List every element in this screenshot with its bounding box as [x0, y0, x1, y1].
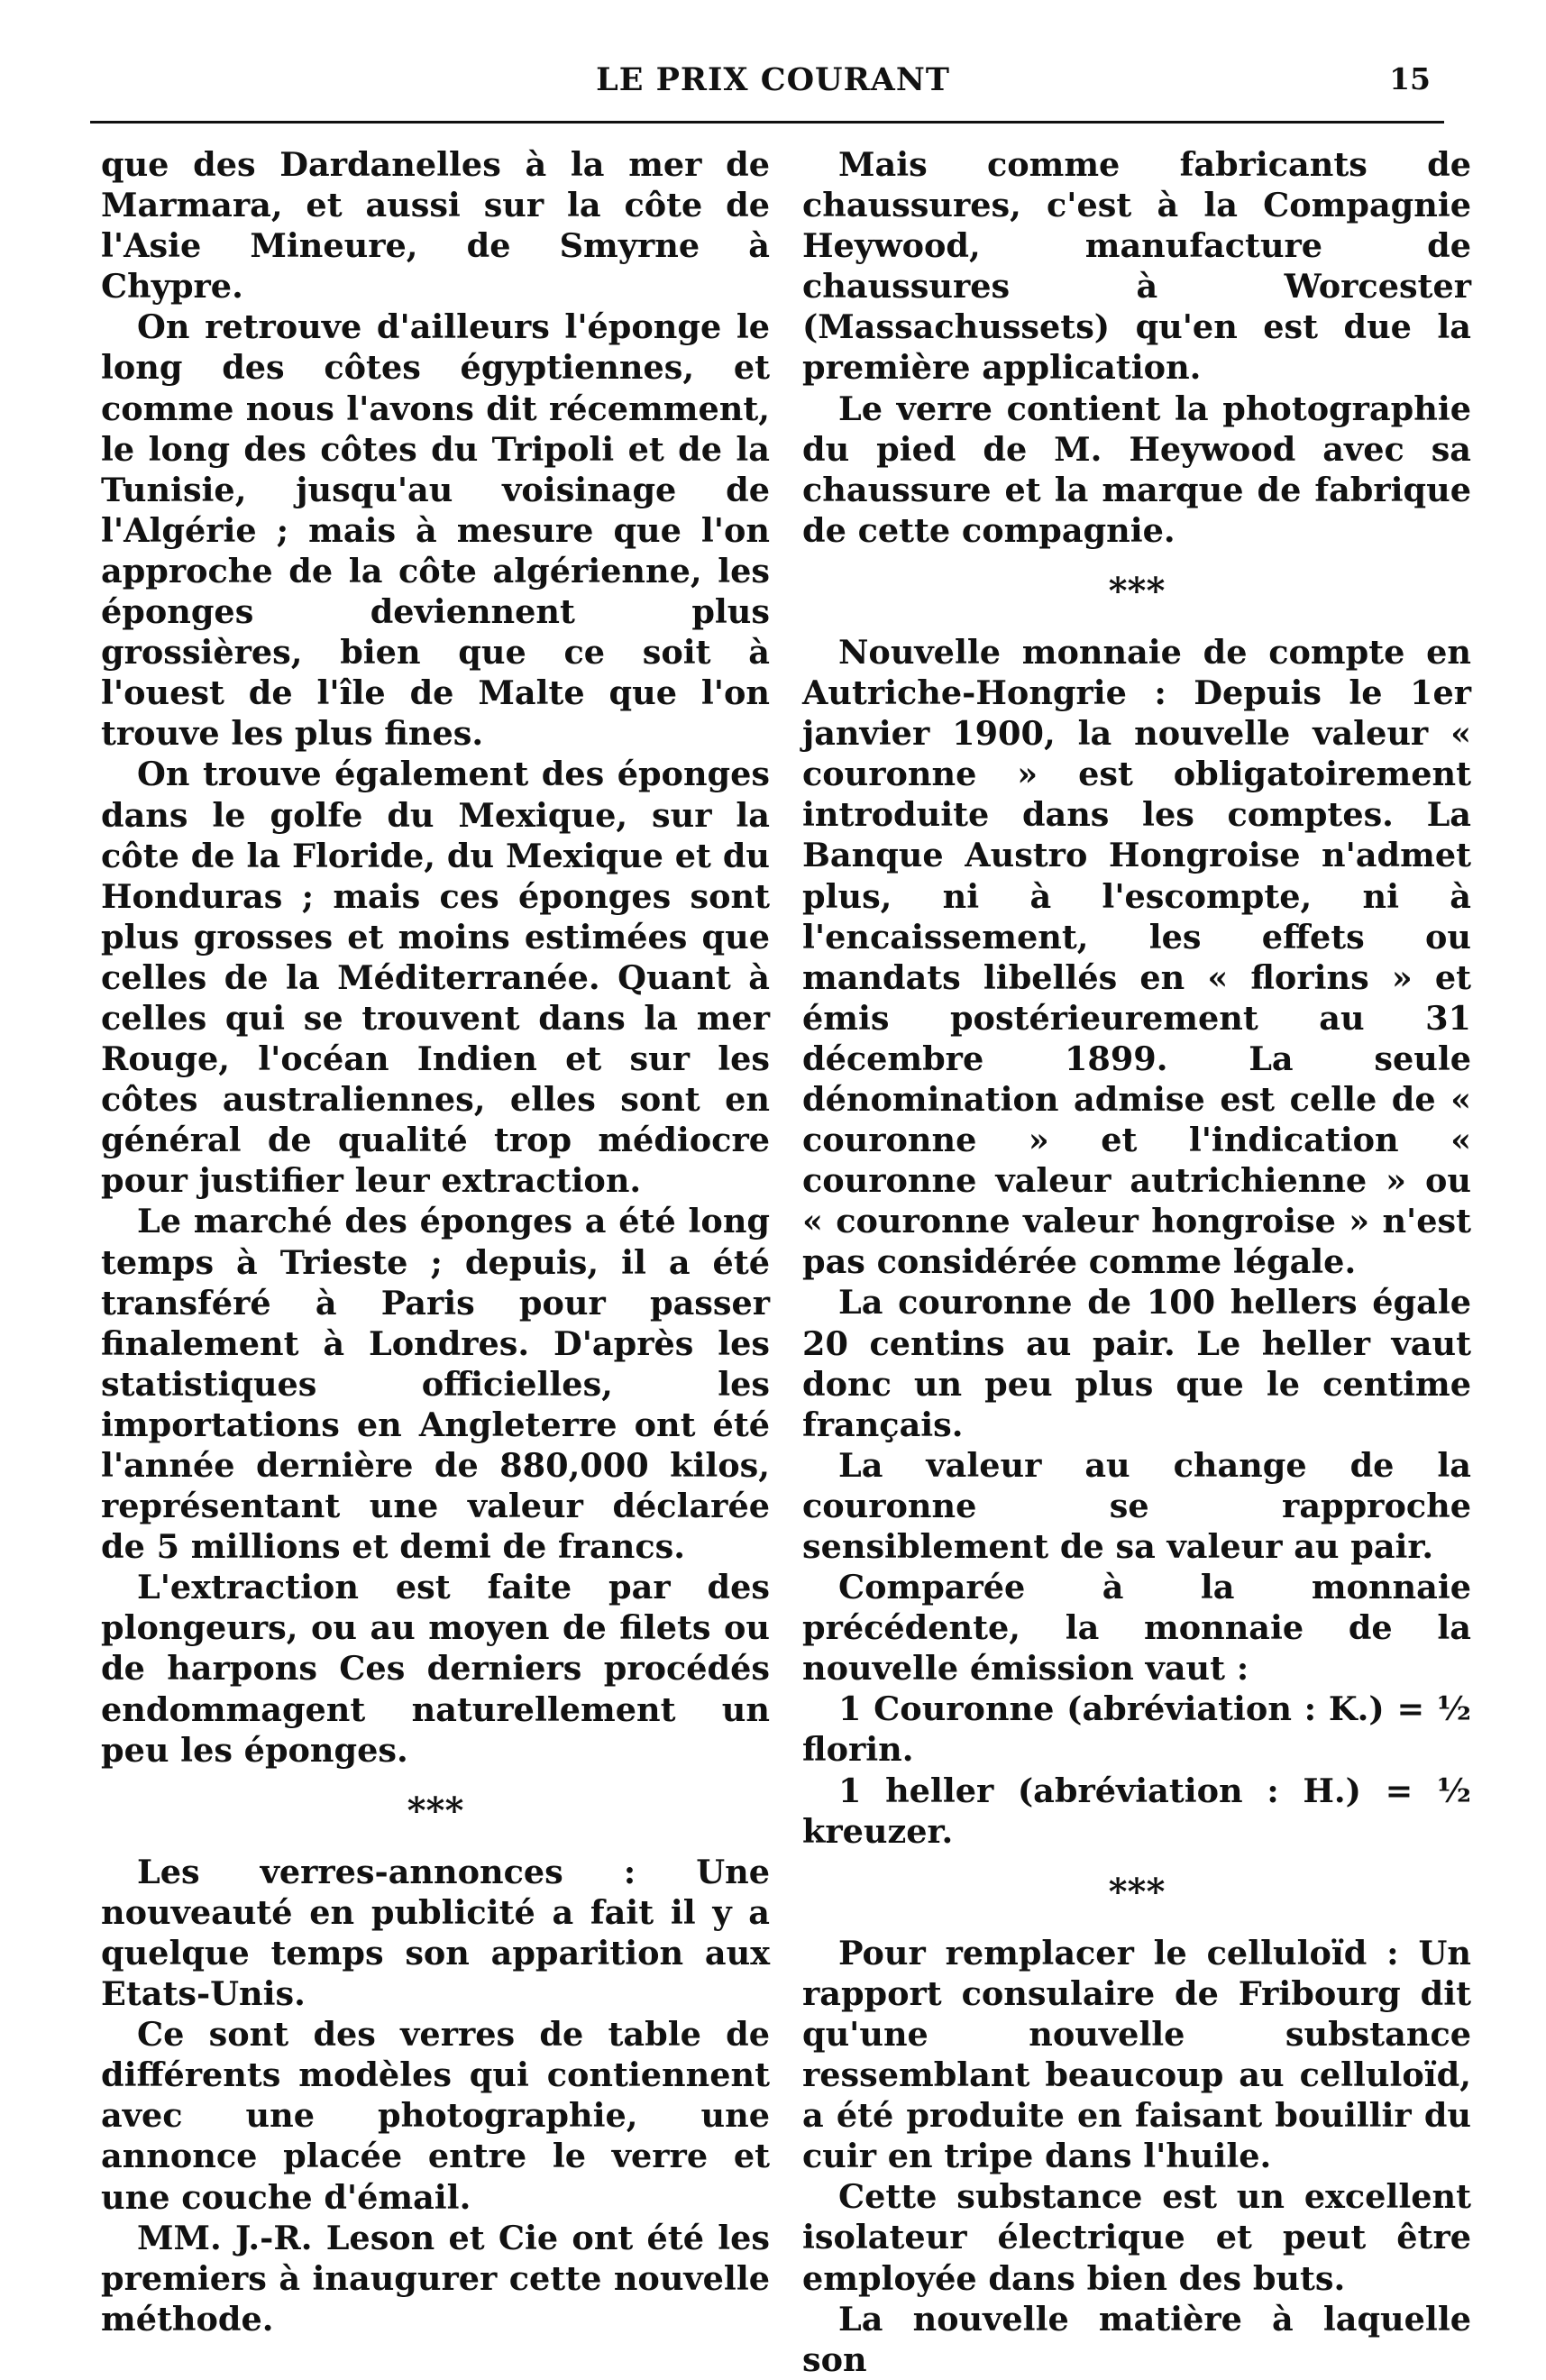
paragraph: que des Dardanelles à la mer de Marmara, et aussi sur la côte de l'Asie Mineure, de Smyrne à Chypre.: [101, 145, 770, 307]
paragraph: 1 heller (abréviation : H.) = ½ kreuzer.: [802, 1771, 1471, 1851]
section-separator: ***: [1108, 1870, 1166, 1913]
paragraph: La couronne de 100 hellers égale 20 centins au pair. Le heller vaut donc un peu plus que le centime français.: [802, 1283, 1471, 1444]
paragraph: Pour remplacer le celluloïd : Un rapport consulaire de Fribourg dit qu'une nouvelle substance ressemblant beaucoup au celluloïd, a été produite en faisant bouillir du cuir en tripe dans l'huile.: [802, 1933, 1471, 2176]
paragraph: On trouve également des éponges dans le golfe du Mexique, sur la côte de la Floride, du Mexique et du Honduras ; mais ces éponges sont plus grosses et moins estimées que celles de la Méditerranée. Quant à celles qui se trouvent dans la mer Rouge, l'océan Indien et sur les côtes australiennes, elles sont en général de qualité trop médiocre pour justifier leur extraction.: [101, 755, 770, 1201]
paragraph: On retrouve d'ailleurs l'éponge le long des côtes égyptiennes, et comme nous l'avons dit récemment, le long des côtes du Tripoli et de la Tunisie, jusqu'au voisinage de l'Algérie ; mais à mesure que l'on approche de la côte algérienne, les éponges deviennent plus grossières, bien que ce soit à l'ouest de l'île de Malte que l'on trouve les plus fines.: [101, 307, 770, 754]
paragraph: Mais comme fabricants de chaussures, c'est à la Compagnie Heywood, manufacture de chaussures à Worcester (Massachussets) qu'en est due la première application.: [802, 145, 1471, 388]
paragraph: Le verre contient la photographie du pied de M. Heywood avec sa chaussure et la marque de fabrique de cette compagnie.: [802, 389, 1471, 550]
paragraph: Le marché des éponges a été long temps à Trieste ; depuis, il a été transféré à Paris pour passer finalement à Londres. D'après les statistiques officielles, les importations en Angleterre ont été l'année dernière de 880,000 kilos, représentant une valeur déclarée de 5 millions et demi de francs.: [101, 1202, 770, 1567]
paragraph: MM. J.-R. Leson et Cie ont été les premiers à inaugurer cette nouvelle méthode.: [101, 2218, 770, 2339]
paragraph: Nouvelle monnaie de compte en Autriche-Hongrie : Depuis le 1er janvier 1900, la nouvelle valeur « couronne » est obligatoirement introduite dans les comptes. La Banque Austro Hongroise n'admet plus, ni à l'escompte, ni à l'encaissement, les effets ou mandats libellés en « florins » et émis postérieurement au 31 décembre 1899. La seule dénomination admise est celle de « couronne » et l'indication « couronne valeur autrichienne » ou « couronne valeur hongroise » n'est pas considérée comme légale.: [802, 632, 1471, 1282]
paragraph: La nouvelle matière à laquelle son: [802, 2299, 1471, 2379]
running-title: LE PRIX COURANT: [596, 61, 950, 98]
paragraph: Les verres-annonces : Une nouveauté en publicité a fait il y a quelque temps son apparition aux Etats-Unis.: [101, 1852, 770, 2014]
paragraph: Ce sont des verres de table de différents modèles qui contiennent avec une photographie, une annonce placée entre le verre et une couche d'émail.: [101, 2015, 770, 2217]
header-rule: [90, 121, 1444, 124]
section-separator: ***: [407, 1789, 464, 1832]
section-separator: ***: [1108, 569, 1166, 612]
left-column: [101, 144, 770, 2339]
page-header: [90, 61, 1456, 115]
paragraph: Cette substance est un excellent isolateur électrique et peut être employée dans bien des buts.: [802, 2177, 1471, 2298]
paragraph: Comparée à la monnaie précédente, la monnaie de la nouvelle émission vaut :: [802, 1568, 1471, 1689]
paragraph: L'extraction est faite par des plongeurs, ou au moyen de filets ou de harpons Ces derniers procédés endommagent naturellement un peu les éponges.: [101, 1568, 770, 1770]
page-number: 15: [1389, 61, 1431, 96]
paragraph: 1 Couronne (abréviation : K.) = ½ florin.: [802, 1689, 1471, 1770]
paragraph: La valeur au change de la couronne se rapproche sensiblement de sa valeur au pair.: [802, 1445, 1471, 1566]
right-column: [802, 144, 1471, 2380]
